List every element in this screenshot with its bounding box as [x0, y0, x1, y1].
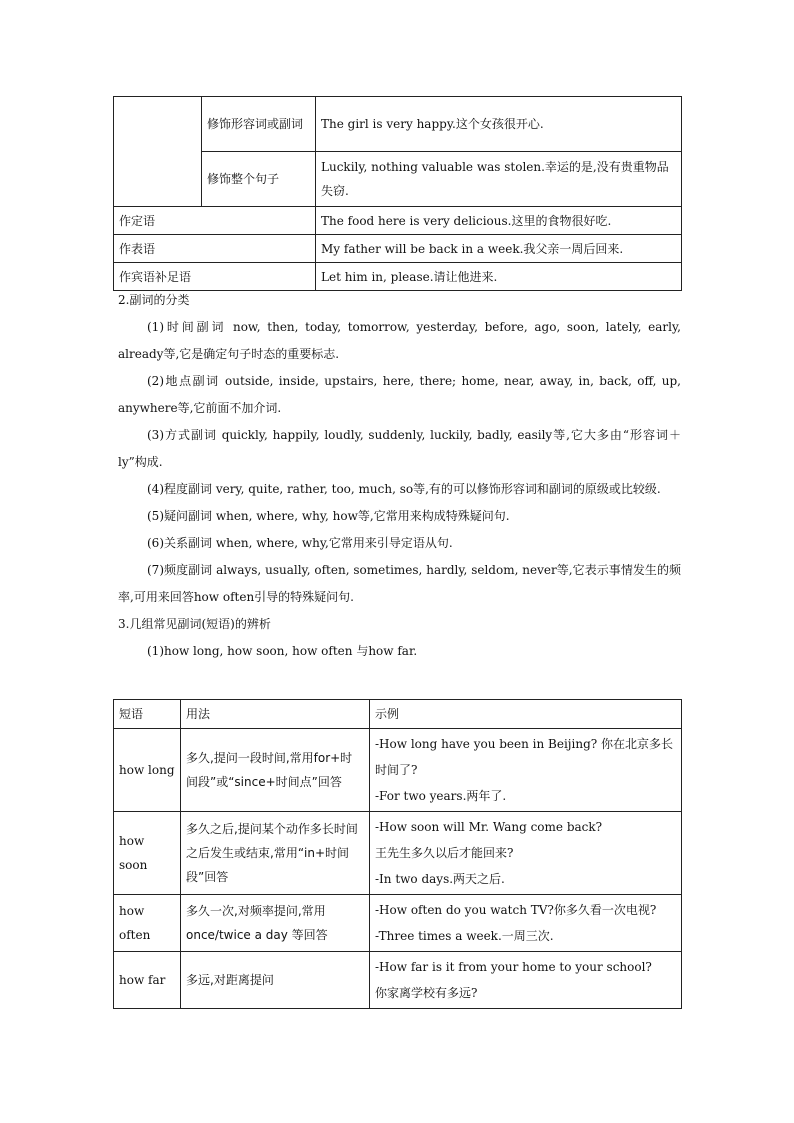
table-row — [114, 97, 682, 152]
table-header-row — [114, 700, 682, 729]
column-header: 示例 — [370, 700, 682, 729]
example-line: -For two years.两年了. — [375, 789, 507, 803]
table-cell: 作宾语补足语 — [114, 263, 316, 291]
subheading: (1)how long, how soon, how often 与how far. — [147, 644, 418, 658]
table-cell — [114, 97, 202, 207]
table-cell: 作表语 — [114, 235, 316, 263]
table-cell: 多远,对距离提问 — [181, 952, 370, 1009]
table-cell — [370, 812, 682, 895]
table-cell: 作定语 — [114, 207, 316, 235]
table-cell: My father will be back in a week.我父亲一周后回来. — [316, 235, 682, 263]
example-line: 王先生多久以后才能回来? — [375, 846, 514, 860]
column-header: 短语 — [114, 700, 181, 729]
column-header: 用法 — [181, 700, 370, 729]
section-heading: 2.副词的分类 — [118, 293, 190, 307]
table-cell: 修饰整个句子 — [202, 152, 316, 207]
adverb-function-table — [113, 96, 682, 291]
paragraph: (5)疑问副词 when, where, why, how等,它常用来构成特殊疑问句. — [147, 509, 510, 523]
table-row — [114, 895, 682, 952]
example-line: -How long have you been in Beijing? 你在北京多长时间了? — [375, 737, 674, 777]
table-cell: 修饰形容词或副词 — [202, 97, 316, 152]
example-line: -How soon will Mr. Wang come back? — [375, 820, 603, 834]
table-cell: 多久一次,对频率提问,常用once/twice a day 等回答 — [181, 895, 370, 952]
example-line: -Three times a week.一周三次. — [375, 929, 554, 943]
table-row — [114, 207, 682, 235]
table-cell: Let him in, please.请让他进来. — [316, 263, 682, 291]
paragraph: (6)关系副词 when, where, why,它常用来引导定语从句. — [147, 536, 453, 550]
example-line: -In two days.两天之后. — [375, 872, 505, 886]
table-cell: The girl is very happy.这个女孩很开心. — [316, 97, 682, 152]
table-cell — [370, 729, 682, 812]
example-line: -How far is it from your home to your school? — [375, 960, 652, 974]
section-adverb-classes — [118, 287, 681, 665]
table-row — [114, 729, 682, 812]
paragraph: (2)地点副词 outside, inside, upstairs, here, there; home, near, away, in, back, off, up, anywhere等,它前面不加介词. — [118, 374, 681, 415]
example-line: -How often do you watch TV?你多久看一次电视? — [375, 903, 657, 917]
table-cell: 多久之后,提问某个动作多长时间之后发生或结束,常用“in+时间段”回答 — [181, 812, 370, 895]
table-cell: 多久,提问一段时间,常用for+时间段”或“since+时间点”回答 — [181, 729, 370, 812]
table-cell — [370, 895, 682, 952]
table-cell — [370, 952, 682, 1009]
table-row — [114, 952, 682, 1009]
paragraph: (7)频度副词 always, usually, often, sometimes, hardly, seldom, never等,它表示事情发生的频率,可用来回答how often引导的特殊疑问句. — [118, 563, 681, 604]
table-cell: how far — [114, 952, 181, 1009]
paragraph: (3)方式副词 quickly, happily, loudly, suddenly, luckily, badly, easily等,它大多由“形容词＋ly”构成. — [118, 428, 681, 469]
table-cell: The food here is very delicious.这里的食物很好吃. — [316, 207, 682, 235]
table-cell: Luckily, nothing valuable was stolen.幸运的是,没有贵重物品失窃. — [316, 152, 682, 207]
example-line: 你家离学校有多远? — [375, 986, 478, 1000]
adverb-phrase-table — [113, 699, 682, 1009]
table-cell: how soon — [114, 812, 181, 895]
table-cell: how often — [114, 895, 181, 952]
section-heading: 3.几组常见副词(短语)的辨析 — [118, 617, 271, 631]
table-row — [114, 812, 682, 895]
paragraph: (1)时间副词 now, then, today, tomorrow, yesterday, before, ago, soon, lately, early, already等,它是确定句子时态的重要标志. — [118, 320, 681, 361]
paragraph: (4)程度副词 very, quite, rather, too, much, so等,有的可以修饰形容词和副词的原级或比较级. — [147, 482, 661, 496]
table-cell: how long — [114, 729, 181, 812]
table-row — [114, 235, 682, 263]
